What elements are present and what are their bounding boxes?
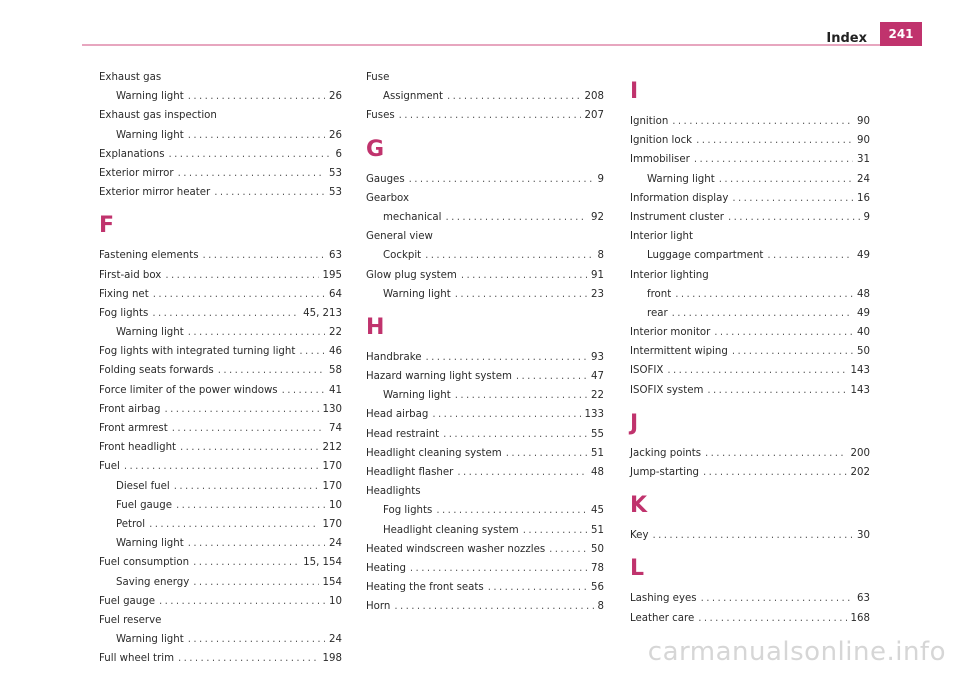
index-term: Jacking points <box>630 447 702 459</box>
index-term: Fuel <box>99 461 120 473</box>
index-term: Interior monitor <box>630 327 711 339</box>
index-page-ref: 78 <box>591 562 604 574</box>
index-entry <box>99 381 342 400</box>
dot-leader <box>193 553 299 572</box>
index-term: Handbrake <box>366 351 422 363</box>
dot-leader <box>672 304 853 323</box>
index-term: Folding seats forwards <box>99 365 214 377</box>
index-page-ref: 24 <box>857 173 870 185</box>
index-term: Head airbag <box>366 409 429 421</box>
index-page-ref: 63 <box>329 250 342 262</box>
dot-leader <box>124 457 319 476</box>
dot-leader <box>696 131 853 150</box>
index-entry <box>99 266 342 285</box>
index-page-ref: 64 <box>329 288 342 300</box>
index-term: Front headlight <box>99 442 177 454</box>
index-term: mechanical <box>383 211 442 223</box>
index-column-2 <box>366 68 604 617</box>
index-subentry <box>630 170 870 189</box>
index-term: Head restraint <box>366 428 440 440</box>
index-page-ref: 49 <box>857 307 870 319</box>
dot-leader <box>445 208 587 227</box>
index-term: Fastening elements <box>99 250 199 262</box>
index-entry <box>99 592 342 611</box>
index-term: ISOFIX <box>630 365 664 377</box>
index-entry <box>366 597 604 616</box>
dot-leader <box>457 463 587 482</box>
dot-leader <box>399 106 581 125</box>
index-term: Fuses <box>366 110 395 122</box>
index-entry <box>630 112 870 131</box>
index-term: Assignment <box>383 91 443 103</box>
index-page-ref: 74 <box>329 423 342 434</box>
index-page-ref: 10 <box>329 499 342 511</box>
index-page-ref: 26 <box>329 91 342 103</box>
index-entry <box>99 457 342 476</box>
index-page-ref: 45 <box>591 505 604 517</box>
index-term: Fog lights <box>99 307 149 319</box>
dot-leader <box>516 367 587 386</box>
index-page-ref: 6 <box>335 148 342 160</box>
index-entry <box>630 444 870 463</box>
index-term: Petrol <box>116 518 146 530</box>
index-subentry <box>366 285 604 304</box>
dot-leader <box>180 438 319 457</box>
index-entry <box>630 609 870 628</box>
index-term: Diesel fuel <box>116 480 170 492</box>
dot-leader <box>188 323 325 342</box>
index-term: Full wheel trim <box>99 653 174 665</box>
index-term: Warning light <box>116 538 184 550</box>
index-term: Heated windscreen washer nozzles <box>366 543 546 555</box>
index-page-ref: 30 <box>857 530 870 542</box>
index-page-ref: 22 <box>591 390 604 402</box>
index-entry <box>99 246 342 265</box>
dot-leader <box>488 578 587 597</box>
index-term: Instrument cluster <box>630 211 724 223</box>
index-subentry <box>366 501 604 520</box>
index-entry <box>99 304 342 323</box>
index-entry <box>630 266 870 285</box>
index-term: Exterior mirror heater <box>99 187 211 199</box>
index-page-ref: 55 <box>591 428 604 440</box>
index-page-ref: 46 <box>329 346 342 358</box>
index-entry <box>630 526 870 545</box>
section-letter: G <box>366 136 385 162</box>
index-page-ref: 51 <box>591 524 604 536</box>
index-page-ref: 9 <box>863 211 870 223</box>
dot-leader <box>443 425 587 444</box>
dot-leader <box>447 87 581 106</box>
index-term: Hazard warning light system <box>366 371 512 383</box>
index-page-ref: 23 <box>591 288 604 300</box>
index-page-ref: 90 <box>857 116 870 127</box>
index-term: Gauges <box>366 173 405 185</box>
dot-leader <box>719 170 853 189</box>
dot-leader <box>426 348 588 367</box>
index-entry <box>366 227 604 246</box>
dot-leader <box>455 386 587 405</box>
index-term: General view <box>366 231 433 243</box>
index-entry <box>366 444 604 463</box>
index-term: Warning light <box>383 390 451 402</box>
dot-leader <box>165 266 318 285</box>
index-term: Cockpit <box>383 250 422 262</box>
watermark: carmanualsonline.info <box>647 637 946 667</box>
index-term: Fog lights with integrated turning light <box>99 346 296 358</box>
section-letter: L <box>630 556 645 582</box>
index-entry <box>630 208 870 227</box>
index-page-ref: 10 <box>329 595 342 607</box>
index-entry <box>99 342 342 361</box>
index-entry <box>99 438 342 457</box>
dot-leader <box>409 170 594 189</box>
dot-leader <box>432 405 580 424</box>
section-letter: I <box>630 79 639 104</box>
index-term: Fog lights <box>383 505 433 517</box>
page-title: Index <box>826 31 867 46</box>
index-page-ref: 92 <box>591 211 604 223</box>
index-subentry <box>630 246 870 265</box>
index-entry <box>99 649 342 668</box>
dot-leader <box>436 501 587 520</box>
index-entry <box>99 183 342 202</box>
index-entry <box>630 361 870 380</box>
dot-leader <box>159 592 325 611</box>
index-term: Force limiter of the power windows <box>99 384 278 396</box>
index-term: Intermittent wiping <box>630 346 728 358</box>
index-entry <box>366 559 604 578</box>
dot-leader <box>767 246 853 265</box>
dot-leader <box>174 477 319 496</box>
index-term: Heating <box>366 562 406 574</box>
index-term: Information display <box>630 192 729 204</box>
index-entry <box>630 381 870 400</box>
index-subentry <box>366 208 604 227</box>
index-term: Leather care <box>630 612 695 624</box>
dot-leader <box>282 381 325 400</box>
index-page-ref: 9 <box>597 173 604 185</box>
dot-leader <box>732 189 853 208</box>
index-entry <box>99 145 342 164</box>
dot-leader <box>701 589 853 608</box>
index-entry <box>99 419 342 438</box>
index-entry <box>630 463 870 482</box>
index-page-ref: 58 <box>329 365 342 377</box>
index-subentry <box>99 477 342 496</box>
index-page-ref: 8 <box>597 250 604 262</box>
dot-leader <box>652 526 853 545</box>
section-letter: K <box>630 493 648 519</box>
index-entry <box>366 425 604 444</box>
index-page-ref: 40 <box>857 327 870 339</box>
dot-leader <box>188 630 325 649</box>
index-entry <box>366 266 604 285</box>
index-entry <box>366 367 604 386</box>
dot-leader <box>705 444 847 463</box>
index-subentry <box>99 126 342 145</box>
index-subentry <box>630 285 870 304</box>
index-term: Interior light <box>630 231 693 243</box>
index-subentry <box>366 386 604 405</box>
dot-leader <box>698 609 846 628</box>
index-page-ref: 24 <box>329 538 342 550</box>
index-entry <box>630 189 870 208</box>
index-page-ref: 90 <box>857 135 870 147</box>
index-term: Key <box>630 530 649 542</box>
index-page-ref: 200 <box>850 447 870 459</box>
index-page-ref: 198 <box>322 653 342 665</box>
dot-leader <box>188 87 325 106</box>
index-page-ref: 143 <box>850 365 870 377</box>
header-rule <box>82 44 922 46</box>
index-page-ref: 208 <box>584 91 604 103</box>
index-entry <box>99 400 342 419</box>
dot-leader <box>188 126 325 145</box>
index-subentry <box>99 515 342 534</box>
index-term: Saving energy <box>116 576 190 588</box>
index-page-ref: 8 <box>597 601 604 613</box>
dot-leader <box>149 515 318 534</box>
dot-leader <box>506 444 587 463</box>
section-letter: H <box>366 314 385 340</box>
dot-leader <box>732 342 853 361</box>
index-term: Front airbag <box>99 403 161 415</box>
index-page-ref: 202 <box>850 467 870 478</box>
dot-leader <box>394 597 593 616</box>
index-term: Warning light <box>116 91 184 103</box>
index-entry <box>366 578 604 597</box>
index-page-ref: 51 <box>591 447 604 459</box>
dot-leader <box>675 285 853 304</box>
index-term: Heating the front seats <box>366 582 484 594</box>
index-page-ref: 168 <box>850 612 870 624</box>
index-page-ref: 45, 213 <box>303 307 342 319</box>
index-term: Exterior mirror <box>99 167 174 179</box>
index-term: Lashing eyes <box>630 593 697 605</box>
index-term: Immobiliser <box>630 154 690 166</box>
index-page-ref: 50 <box>857 346 870 358</box>
index-page-ref: 48 <box>857 288 870 300</box>
dot-leader <box>694 150 853 169</box>
index-term: Horn <box>366 601 391 613</box>
index-page-ref: 56 <box>591 582 604 594</box>
index-term: front <box>647 288 672 300</box>
dot-leader <box>164 400 318 419</box>
dot-leader <box>172 419 325 438</box>
index-entry <box>630 342 870 361</box>
index-term: Headlight cleaning system <box>383 524 519 536</box>
index-entry <box>99 361 342 380</box>
dot-leader <box>153 285 325 304</box>
dot-leader <box>193 573 318 592</box>
index-term: Warning light <box>116 634 184 646</box>
index-page-ref: 195 <box>322 269 342 281</box>
dot-leader <box>178 164 325 183</box>
section-letter: J <box>630 410 639 436</box>
index-entry <box>99 611 342 630</box>
dot-leader <box>523 521 587 540</box>
index-term: Headlight cleaning system <box>366 447 502 459</box>
index-entry <box>630 131 870 150</box>
index-page-ref: 143 <box>850 384 870 396</box>
index-page-ref: 15, 154 <box>303 557 342 569</box>
index-term: Headlights <box>366 486 421 498</box>
index-page-ref: 91 <box>591 269 604 281</box>
index-page-ref: 53 <box>329 167 342 179</box>
index-term: Headlight flasher <box>366 467 454 478</box>
dot-leader <box>218 361 325 380</box>
index-term: Gearbox <box>366 192 410 204</box>
index-page-ref: 170 <box>322 461 342 473</box>
dot-leader <box>714 323 853 342</box>
index-entry <box>99 285 342 304</box>
dot-leader <box>169 145 332 164</box>
index-page-ref: 154 <box>322 576 342 588</box>
index-entry <box>366 189 604 208</box>
index-term: Exhaust gas <box>99 72 162 83</box>
index-page-ref: 48 <box>591 467 604 478</box>
index-entry <box>99 164 342 183</box>
index-page-ref: 26 <box>329 129 342 141</box>
dot-leader <box>667 361 846 380</box>
dot-leader <box>410 559 587 578</box>
index-page-ref: 212 <box>322 442 342 454</box>
index-term: Luggage compartment <box>647 250 764 262</box>
index-term: Ignition <box>630 116 669 127</box>
dot-leader <box>178 649 319 668</box>
index-term: First-aid box <box>99 269 162 281</box>
index-page-ref: 31 <box>857 154 870 166</box>
dot-leader <box>728 208 860 227</box>
index-subentry <box>99 630 342 649</box>
index-term: Glow plug system <box>366 269 457 281</box>
index-entry <box>630 150 870 169</box>
index-subentry <box>630 304 870 323</box>
index-page-ref: 24 <box>329 634 342 646</box>
index-term: Ignition lock <box>630 135 693 147</box>
index-term: Warning light <box>116 327 184 339</box>
dot-leader <box>425 246 593 265</box>
dot-leader <box>672 112 853 131</box>
index-term: Fuel reserve <box>99 614 162 626</box>
index-entry <box>366 405 604 424</box>
index-page-ref: 170 <box>322 480 342 492</box>
index-page-ref: 41 <box>329 384 342 396</box>
index-entry <box>99 68 342 87</box>
dot-leader <box>549 540 587 559</box>
index-entry <box>99 553 342 572</box>
index-page-ref: 49 <box>857 250 870 262</box>
index-term: rear <box>647 307 668 319</box>
index-page-ref: 63 <box>857 593 870 605</box>
dot-leader <box>214 183 325 202</box>
index-page-ref: 53 <box>329 187 342 199</box>
index-term: Warning light <box>647 173 715 185</box>
index-column-3 <box>630 68 870 628</box>
index-page-ref: 16 <box>857 192 870 204</box>
dot-leader <box>455 285 587 304</box>
index-term: Exhaust gas inspection <box>99 110 217 122</box>
index-term: Jump-starting <box>630 467 700 478</box>
index-page-ref: 170 <box>322 518 342 530</box>
index-term: Fuel gauge <box>99 595 155 607</box>
index-entry <box>366 348 604 367</box>
dot-leader <box>707 381 846 400</box>
index-column-1 <box>99 68 342 668</box>
index-subentry <box>99 323 342 342</box>
page-number-badge: 241 <box>880 22 922 46</box>
index-term: Fuel gauge <box>116 499 172 511</box>
dot-leader <box>461 266 587 285</box>
index-subentry <box>366 521 604 540</box>
index-entry <box>366 170 604 189</box>
index-entry <box>630 227 870 246</box>
index-entry <box>366 482 604 501</box>
section-letter: F <box>99 213 115 239</box>
index-term: ISOFIX system <box>630 384 704 396</box>
index-subentry <box>366 87 604 106</box>
index-page-ref: 207 <box>584 110 604 122</box>
index-term: Fixing net <box>99 288 149 300</box>
index-page-ref: 50 <box>591 543 604 555</box>
dot-leader <box>703 463 847 482</box>
index-subentry <box>99 573 342 592</box>
dot-leader <box>176 496 325 515</box>
index-subentry <box>99 87 342 106</box>
index-page-ref: 93 <box>591 351 604 363</box>
index-entry <box>630 589 870 608</box>
index-entry <box>366 540 604 559</box>
index-subentry <box>99 496 342 515</box>
index-entry <box>630 323 870 342</box>
index-page-ref: 22 <box>329 327 342 339</box>
dot-leader <box>299 342 325 361</box>
index-subentry <box>366 246 604 265</box>
index-term: Fuse <box>366 72 390 83</box>
index-page-ref: 133 <box>584 409 604 421</box>
index-entry <box>366 106 604 125</box>
index-term: Interior lighting <box>630 269 709 281</box>
index-page-ref: 130 <box>322 403 342 415</box>
index-entry <box>366 68 604 87</box>
index-term: Warning light <box>116 129 184 141</box>
dot-leader <box>203 246 326 265</box>
index-term: Warning light <box>383 288 451 300</box>
index-subentry <box>99 534 342 553</box>
dot-leader <box>152 304 299 323</box>
index-entry <box>99 106 342 125</box>
index-entry <box>366 463 604 482</box>
index-page-ref: 47 <box>591 371 604 383</box>
index-term: Front armrest <box>99 423 168 434</box>
index-term: Fuel consumption <box>99 557 190 569</box>
dot-leader <box>188 534 325 553</box>
index-term: Explanations <box>99 148 165 160</box>
